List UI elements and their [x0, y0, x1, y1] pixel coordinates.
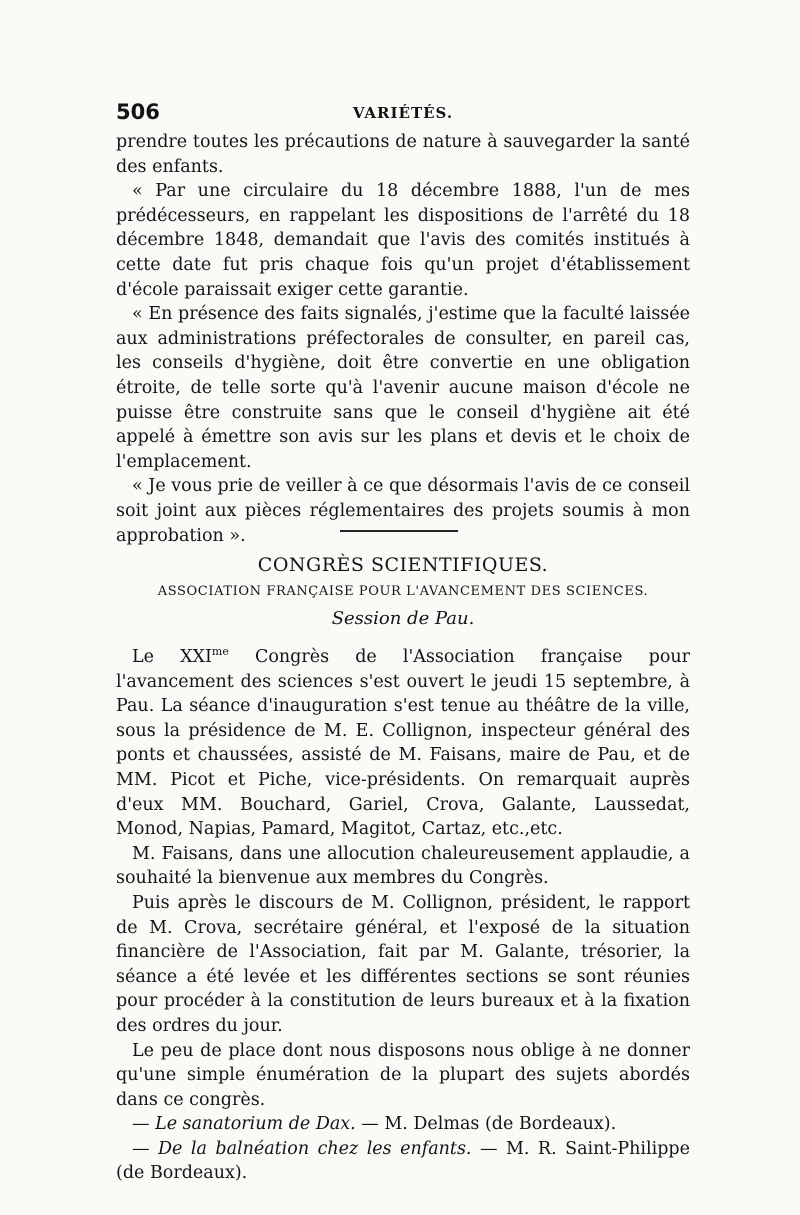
- item-title: Le sanatorium de Dax.: [155, 1114, 356, 1135]
- running-title: VARIÉTÉS.: [352, 104, 454, 122]
- list-item: [116, 1112, 690, 1137]
- ordinal-superscript: me: [211, 645, 229, 659]
- section-subtitle: ASSOCIATION FRANÇAISE POUR L'AVANCEMENT DES SCIENCES.: [157, 584, 649, 599]
- paragraph: prendre toutes les précautions de nature à sauvegarder la santé des enfants.: [116, 132, 690, 177]
- page-number: 506: [116, 100, 160, 124]
- paragraph: « Par une circulaire du 18 décembre 1888, l'un de mes prédécesseurs, en rappelant les dispositions de l'arrêté du 18 décembre 1848, demandait que l'avis des comités institués à cette date fut pris chaque fois qu'un projet d'établissement d'école paraissait exiger cette garantie.: [116, 181, 690, 300]
- paragraph: « Je vous prie de veiller à ce que désormais l'avis de ce conseil soit joint aux pièces réglementaires des projets soumis à mon approbation ».: [116, 476, 690, 546]
- section-title: CONGRÈS SCIENTIFIQUES.: [257, 554, 549, 576]
- paragraph: M. Faisans, dans une allocution chaleureusement applaudie, a souhaité la bienvenue aux membres du Congrès.: [116, 843, 690, 889]
- item-author: — M. Delmas (de Bordeaux).: [355, 1114, 617, 1135]
- item-author: — M. R. Saint-Philippe (de Bordeaux).: [116, 1138, 690, 1184]
- paragraph-rest: Congrès de l'Association française pour l'avancement des sciences s'est ouvert le jeudi 15 septembre, à Pau. La séance d'inauguration s'est tenue au théâtre de la ville, sous la présidence de M. E. Collignon, inspecteur général des ponts et chaussées, assisté de M. Faisans, maire de Pau, et de MM. Picot et Piche, vice-présidents. On remarquait auprès d'eux MM. Bouchard, Gariel, Crova, Galante, Laussedat, Monod, Napias, Pamard, Magitot, Cartaz, etc.,etc.: [116, 647, 690, 840]
- page-header: [116, 100, 690, 128]
- section-divider: [340, 530, 458, 532]
- session-title: Session de Pau.: [331, 608, 475, 629]
- paragraph: « En présence des faits signalés, j'estime que la faculté laissée aux administrations préfectorales de consulter, en pareil cas, les conseils d'hygiène, doit être convertie en une obligation étroite, de telle sorte qu'à l'avenir aucune maison d'école ne puisse être construite sans que le conseil d'hygiène ait été appelé à émettre son avis sur les plans et devis et le choix de l'emplacement.: [116, 304, 690, 472]
- item-title: De la balnéation chez les enfants.: [157, 1138, 472, 1159]
- list-dash: —: [132, 1138, 158, 1159]
- list-dash: —: [132, 1114, 156, 1135]
- paragraph: [116, 645, 690, 842]
- body-text-bottom: [116, 645, 690, 1186]
- list-item: [116, 1137, 690, 1186]
- body-text-top: [116, 130, 690, 548]
- paragraph: Le peu de place dont nous disposons nous oblige à ne donner qu'une simple énumération de la plupart des sujets abordés dans ce congrès.: [116, 1040, 690, 1110]
- paragraph: Puis après le discours de M. Collignon, président, le rapport de M. Crova, secrétaire général, et l'exposé de la situation financière de l'Association, fait par M. Galante, trésorier, la séance a été levée et les différentes sections se sont réunies pour procéder à la constitution de leurs bureaux et à la fixation des ordres du jour.: [116, 892, 690, 1036]
- paragraph-lead: Le XXI: [132, 647, 212, 667]
